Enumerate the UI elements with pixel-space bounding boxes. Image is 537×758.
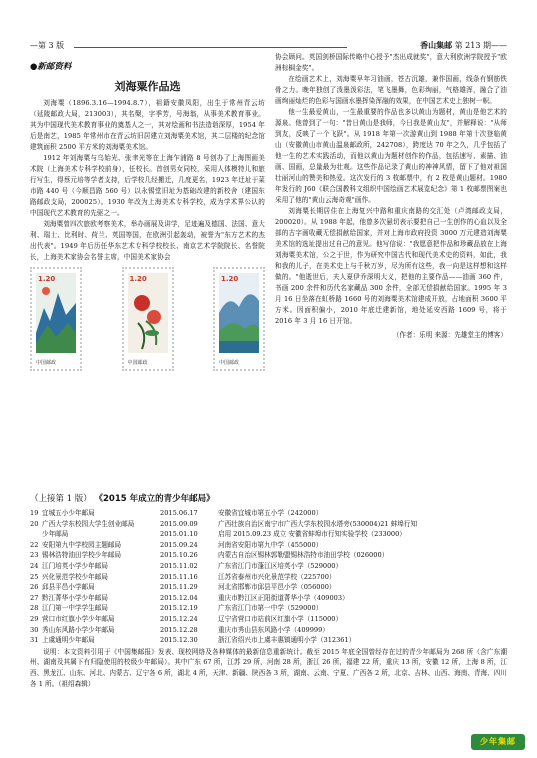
list-heading	[30, 492, 507, 504]
list-item-n: 24	[30, 561, 39, 570]
list-item	[30, 540, 507, 551]
stamp-country: 中国邮政	[219, 360, 240, 366]
stamp-country: 中国邮政	[127, 360, 148, 366]
list-item-name: 秀山东风路小学少年邮局	[42, 625, 115, 634]
list-item-date: 2015.11.02	[160, 561, 198, 570]
list-item-name: 江门培英小学少年邮局	[42, 561, 108, 570]
list-item-n: 28	[30, 604, 39, 613]
list-item-name: 安阳第九中学校园主题邮局	[42, 540, 122, 549]
list-item-name: 邱县平邑小学邮局	[42, 583, 95, 592]
article-paragraph: 他一生最爱黄山，一生最重要的作品也多以黄山为题材，黄山是他艺术的源泉。他曾到了一句："昔日黄山是我师，今日我是黄山友"，并解释说："从师到友，反映了一个飞跃"。从 1918 年第一次游黄山到 1988 年第十次登临黄山（安徽黄山市黄山温泉邮政所，242708），跨度达 70 年之久，几乎包括了他一生的艺术实践活动，而他以黄山为题材创作的作品，包括速写、素描、油画、国画，总量最为壮观。这些作品记录了黄山的神神风情，留下了他对祖国壮丽河山的赞美和热爱。这次发行的 3 枚邮票中，有 2 枚是黄山题材。1980 年发行的 J60《联合国教科文组织中国绘画艺术展览纪念》第 1 枚邮票图案也采用了他的"黄山云海奇观"画作。	[275, 108, 507, 204]
list-item-addr: 河北省邯郸市邱县平邑小学（056000）	[218, 583, 336, 592]
stamp-2	[122, 267, 174, 371]
list-item-addr: 广东省江门市蓬江区培英小学（529000）	[218, 561, 343, 570]
issue-label	[420, 40, 507, 51]
continued-from: （上接第 1 版）	[30, 494, 92, 504]
list-item-addr: 重庆市秀山县东风路小学（409999）	[218, 625, 329, 634]
list-item	[30, 550, 507, 561]
list-item-date: 2015.11.16	[160, 572, 198, 581]
list-item-name: 宜城五小少年邮局	[42, 509, 95, 517]
list-item-name: 营口市红旗小学少年邮局	[42, 614, 115, 623]
left-column	[30, 60, 265, 377]
list-rows	[30, 508, 507, 646]
list-item	[30, 635, 507, 646]
list-item-n: 30	[30, 625, 39, 634]
list-item	[30, 572, 507, 583]
list-item-n: 26	[30, 583, 39, 592]
list-note: 说明：本文资料引用于《中国集邮报》发表、现校网络及各种媒体的最新信息重新统计。截至 2015 年底全国曾经存在过的青少年邮局为 268 所（含广东潮州、湖南及其属下有归隐使用的校级少年邮局）。其中广东 67 所，江苏 29 所，河南 28 所，浙江 26 所，福建 22 所，重庆 13 所，安徽 12 所，上海 8 所，江西、黑龙江、山东、河北、内蒙古、辽宁各 6 所，湖北 4 所，天津、新疆、陕西各 3 所，湖南、云南、宁夏、广西各 2 所，北京、吉林、山西、海南、青海、四川各 1 所。（祖绍森辑）	[30, 647, 507, 688]
stamp-art-mountain	[36, 273, 76, 353]
list-item-date: 2015.12.24	[160, 614, 198, 623]
stamp-value: 1.20	[38, 275, 56, 283]
list-item-addr: 浙江省绍兴市上虞丰惠镇通明小学（312361）	[218, 636, 356, 645]
list-item-n: 25	[30, 572, 39, 581]
stamp-set	[30, 267, 265, 375]
list-item-date: 2015.12.04	[160, 593, 198, 602]
article-title: 刘海粟作品选	[114, 80, 181, 93]
list-item-n	[30, 529, 42, 540]
list-item	[30, 593, 507, 604]
article-paragraph: 刘海粟长期居住在上海复兴中路和重庆南路的交汇处（卢湾邮政支局，200020）。从 1988 年起，他曾多次悬切表示要把自己一生创作的心血以及全部的古字画收藏无偿捐献给国家，并对上海市政府投资 3000 万元建造刘海粟美术馆的选址提出过自己的意见。他写信说："我愿意把作品和珍藏品放在上海刘海粟美术馆，公之于世，作为研究中国古代和现代美术史的资料，如此，我和我的儿子，在美术史上与千秋万岁，尽为所有这些，我一向是这样想和这样做的。"他逝世后，夫人夏伊乔深明大义，把他的主要作品——油画 360 件，书画 200 余件和历代名家藏品 300 余件，全部无偿捐献给国家。1995 年 3 月 16 日坐落在虹桥路 1660 号的刘海粟美术馆建成开放，占地面积 3600 平方米。因面积偏小，2010 年底迁建新馆，地处延安西路 1609 号，将于 2016 年 3 月 16 日开馆。	[275, 207, 507, 325]
list-item	[30, 614, 507, 625]
list-item	[30, 582, 507, 593]
stamp-art-flower	[128, 273, 168, 353]
header-rule	[74, 47, 347, 48]
list-item-date: 2015.12.30	[160, 636, 198, 645]
article-paragraph: 在绘画艺术上，刘海粟早年习油画，苍古沉雄，兼作国画，线条有钢筋铁骨之力。晚年独创了泼墨泼彩法，笔飞墨舞，色彩绚丽，气格雄浑，融合了油画绚丽灿烂的色彩与国画水墨挥染浑融的效果，在中国艺术史上独树一帜。	[275, 75, 507, 105]
list-item-name: 江门第一中学学生邮局	[42, 604, 108, 613]
list-item-addr: 河南省安阳市第九中学（455000）	[218, 540, 323, 549]
list-item-addr: 重庆市黔江区正阳街道菁华小学（409003）	[218, 593, 349, 602]
list-title: 《2015 年成立的青少年邮局》	[94, 494, 215, 504]
section-tag: ●新邮资料	[30, 62, 72, 72]
article-paragraph: 协会顾问。英国剑桥国际传略中心授予"杰出成就奖"，意大利欧洲学院授予"欧洲棕榈金奖"。	[275, 53, 507, 72]
list-item-n: 23	[30, 551, 39, 560]
stamp-value: 1.20	[221, 275, 239, 283]
stamp-3	[213, 267, 265, 371]
article-credit: （作者：乐明 来源：先雄堂主的博客）	[392, 331, 507, 339]
list-item-date: 2015.10.26	[160, 551, 198, 560]
page-number: —第 3 版	[30, 41, 65, 50]
list-item-name: 黔江菁华小学少年邮局	[42, 593, 108, 602]
list-item-name: 少年邮局	[42, 530, 69, 539]
article-paragraph: 1912 年刘海粟与乌始光、张聿光等在上海乍浦路 8 号创办了上海图画美术院（上海美术专科学校前身），任校长。首创男女同校，采用人体模特儿和旅行写生，得蔡元培等学者支持，后学校几经搬迁，几度更名，1923 年迁址于菜市路 440 号（今顺昌路 560 号）以永锡堂旧址为基础改建的新校舍（建国东路邮政支局，200025）。1930 年改为上海美术专科学校，成为学术界公认的中国现代艺术教育的先驱之一。	[30, 154, 265, 217]
list-item-addr: 安徽省宜城市第五小学（242000）	[218, 509, 323, 517]
list-item	[30, 529, 507, 540]
publication-name: 香山集邮	[420, 40, 453, 50]
list-item-addr: 辽宁省营口市站前区红旗小学（115000）	[218, 614, 343, 623]
stamp-art-landscape	[219, 273, 259, 353]
right-column	[275, 52, 507, 339]
list-item-n: 31	[30, 636, 39, 645]
list-item-addr: 启用 2015.09.23 成立 安徽省蚌埠市行知实验学校（233000）	[218, 530, 406, 539]
list-item-name: 上虞通明少年邮局	[42, 636, 95, 645]
list-item-n: 19	[30, 509, 39, 517]
list-item-n: 20	[30, 519, 39, 528]
list-item-addr: 广东省江门市第一中学（529000）	[218, 604, 323, 613]
list-item	[30, 561, 507, 572]
list-item-date: 2015.01.10	[160, 530, 198, 539]
youth-post-office-list	[30, 492, 507, 689]
list-item-date: 2015.06.17	[160, 509, 198, 517]
list-item-name: 兴化景范学校少年邮局	[42, 572, 108, 581]
list-item-addr: 广西壮族自治区南宁市广西大学东校园水塔旁(530004)21 蚌埠行知	[218, 519, 418, 528]
stamp-country: 中国邮政	[36, 360, 57, 366]
list-item-n: 27	[30, 593, 39, 602]
list-item-date: 2015.11.29	[160, 583, 198, 592]
list-item-date: 2015.09.24	[160, 540, 198, 549]
list-item-date: 2015.09.09	[160, 519, 198, 528]
list-item-date: 2015.12.28	[160, 625, 198, 634]
list-item-name: 锡林浩特油田学校少年邮局	[42, 551, 122, 560]
list-item-addr: 内蒙古自治区锡林郭勒盟锡林浩特市油田学校（026000）	[218, 551, 389, 560]
list-item-addr: 江苏省泰州市兴化景范学校（225700）	[218, 572, 336, 581]
list-item-n: 22	[30, 540, 39, 549]
list-item-name: 广西大学东校园大学生创业邮局	[42, 519, 135, 528]
list-item	[30, 508, 507, 519]
stamp-value: 1.20	[129, 275, 147, 283]
youth-philately-logo: 少年集邮	[471, 734, 525, 750]
list-item	[30, 603, 507, 614]
list-item-n: 29	[30, 614, 39, 623]
article-paragraph: 刘海粟曾四次旅欧考察美术，举办画展及讲学，足迹遍及德国、法国、意大利、瑞士、比利时、荷兰、英国等国，在欧洲引起轰动，被誉为"东方艺术的杰出代表"。1949 年后历任华东艺术专科学校校长、南京艺术学院院长、名誉院长，上海美术家协会名誉主席，中国美术家协会	[30, 220, 265, 261]
stamp-1	[30, 267, 82, 371]
list-item-date: 2015.12.19	[160, 604, 198, 613]
list-item	[30, 519, 507, 530]
list-item	[30, 625, 507, 636]
issue-number: 第 213 期——	[454, 41, 507, 50]
article-paragraph: 刘海粟（1896.3.16—1994.8.7），祖籍安徽凤阳，出生于常州青云坊（延陵邮政大局，213003），其名槃，字季芳，号海翁，从事美术教育事业。其为中国现代美术教育事业的奠基人之一，其对绘画和书法造诣深厚，1954 年后是南艺，1985 年常州市在青云坊旧居建立刘海粟美术馆，其二层楼的纪念馆建筑面积 2500 平方米的刘海粟美术馆。	[30, 99, 265, 151]
